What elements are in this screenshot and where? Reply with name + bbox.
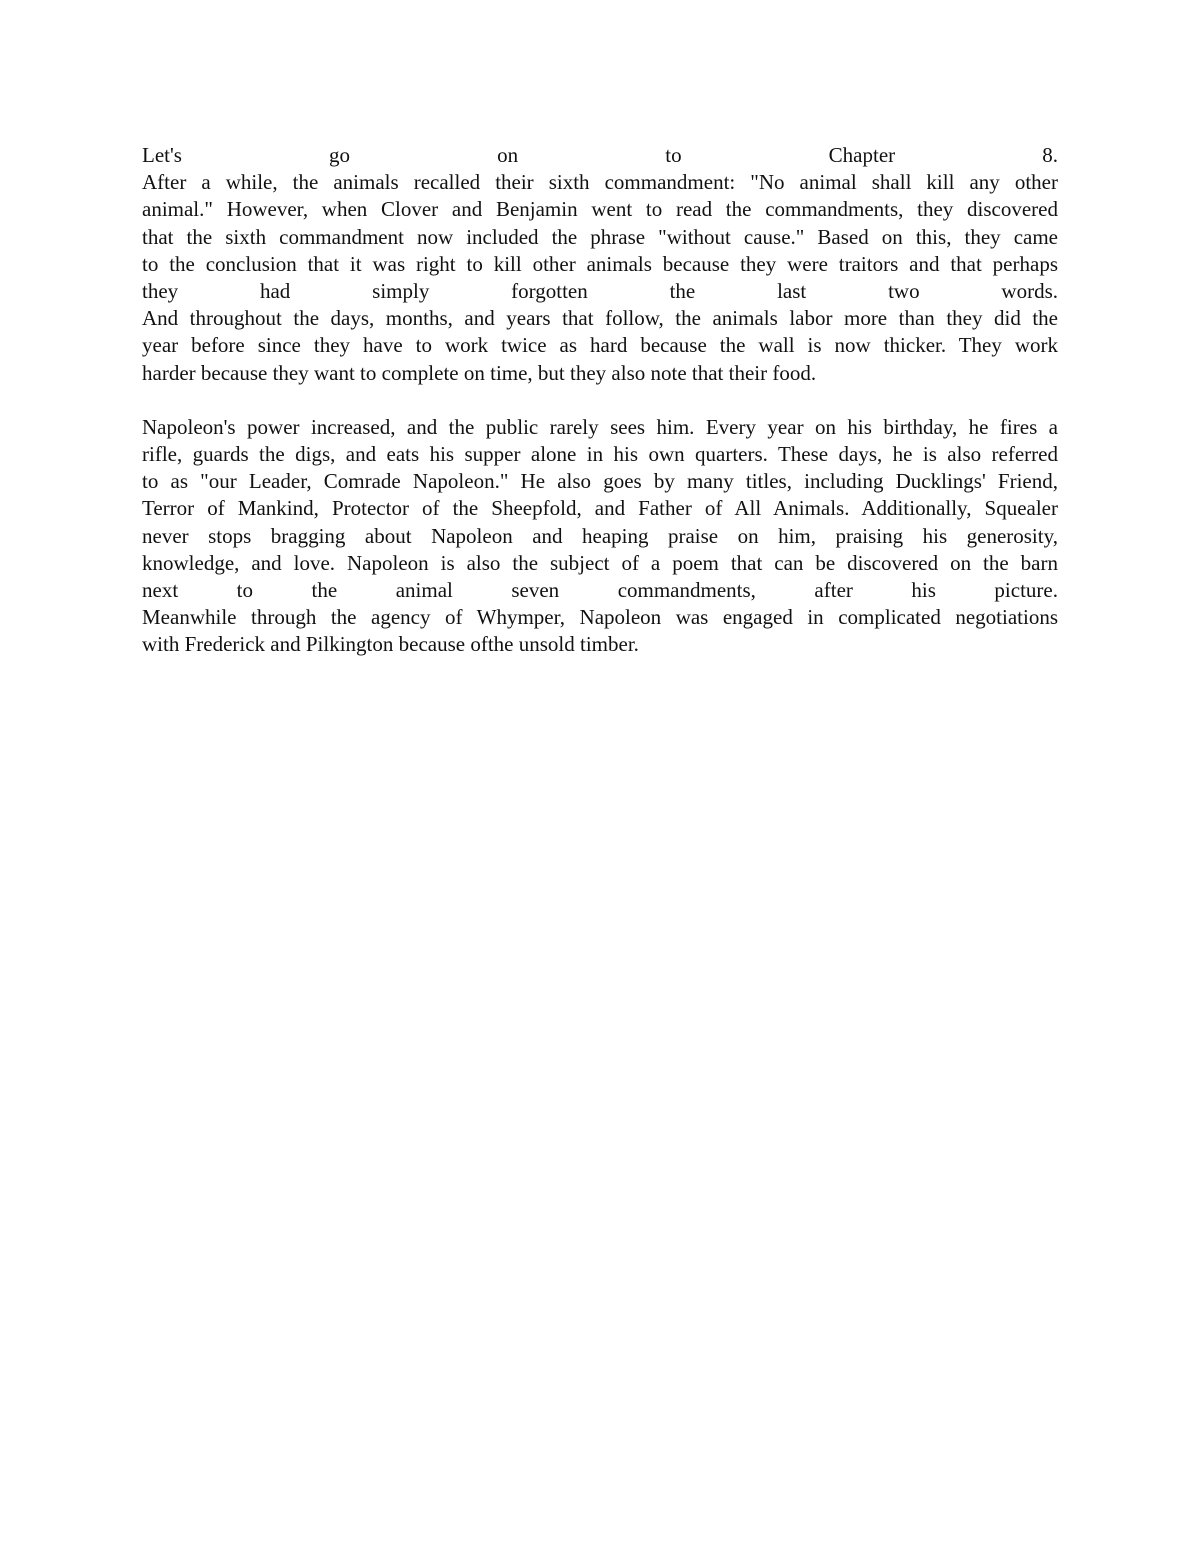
paragraph-spacer — [142, 387, 1058, 414]
text-line: animal." However, when Clover and Benjamin went to read the commandments, they discovered — [142, 197, 1058, 222]
text-line: Meanwhile through the agency of Whymper, Napoleon was engaged in complicated negotiations — [142, 605, 1058, 630]
text-line: Terror of Mankind, Protector of the Sheepfold, and Father of All Animals. Additionally, Squealer — [142, 496, 1058, 521]
text-line: with Frederick and Pilkington because ofthe unsold timber. — [142, 632, 639, 657]
text-line: to as "our Leader, Comrade Napoleon." He also goes by many titles, including Ducklings' Friend, — [142, 469, 1058, 494]
text-line: to the conclusion that it was right to kill other animals because they were traitors and that perhaps — [142, 251, 1058, 276]
text-line: knowledge, and love. Napoleon is also the subject of a poem that can be discovered on the barn — [142, 550, 1058, 575]
document-body — [142, 142, 1058, 659]
text-line: that the sixth commandment now included the phrase "without cause." Based on this, they came — [142, 224, 1058, 249]
text-line: Napoleon's power increased, and the public rarely sees him. Every year on his birthday, he fires a — [142, 414, 1058, 439]
text-line: never stops bragging about Napoleon and heaping praise on him, praising his generosity, — [142, 523, 1058, 548]
paragraph-2 — [142, 414, 1058, 659]
text-line: After a while, the animals recalled their sixth commandment: "No animal shall kill any other — [142, 170, 1058, 195]
text-line: year before since they have to work twice as hard because the wall is now thicker. They work — [142, 333, 1058, 358]
text-line: next to the animal seven commandments, after his picture. — [142, 578, 1058, 602]
paragraph-1 — [142, 142, 1058, 387]
text-line: Let's go on to Chapter 8. — [142, 143, 1058, 167]
text-line: they had simply forgotten the last two words. — [142, 278, 1058, 303]
text-line: And throughout the days, months, and years that follow, the animals labor more than they did the — [142, 306, 1058, 331]
text-line: harder because they want to complete on time, but they also note that their food. — [142, 360, 817, 385]
text-line: rifle, guards the digs, and eats his supper alone in his own quarters. These days, he is also referred — [142, 442, 1058, 467]
